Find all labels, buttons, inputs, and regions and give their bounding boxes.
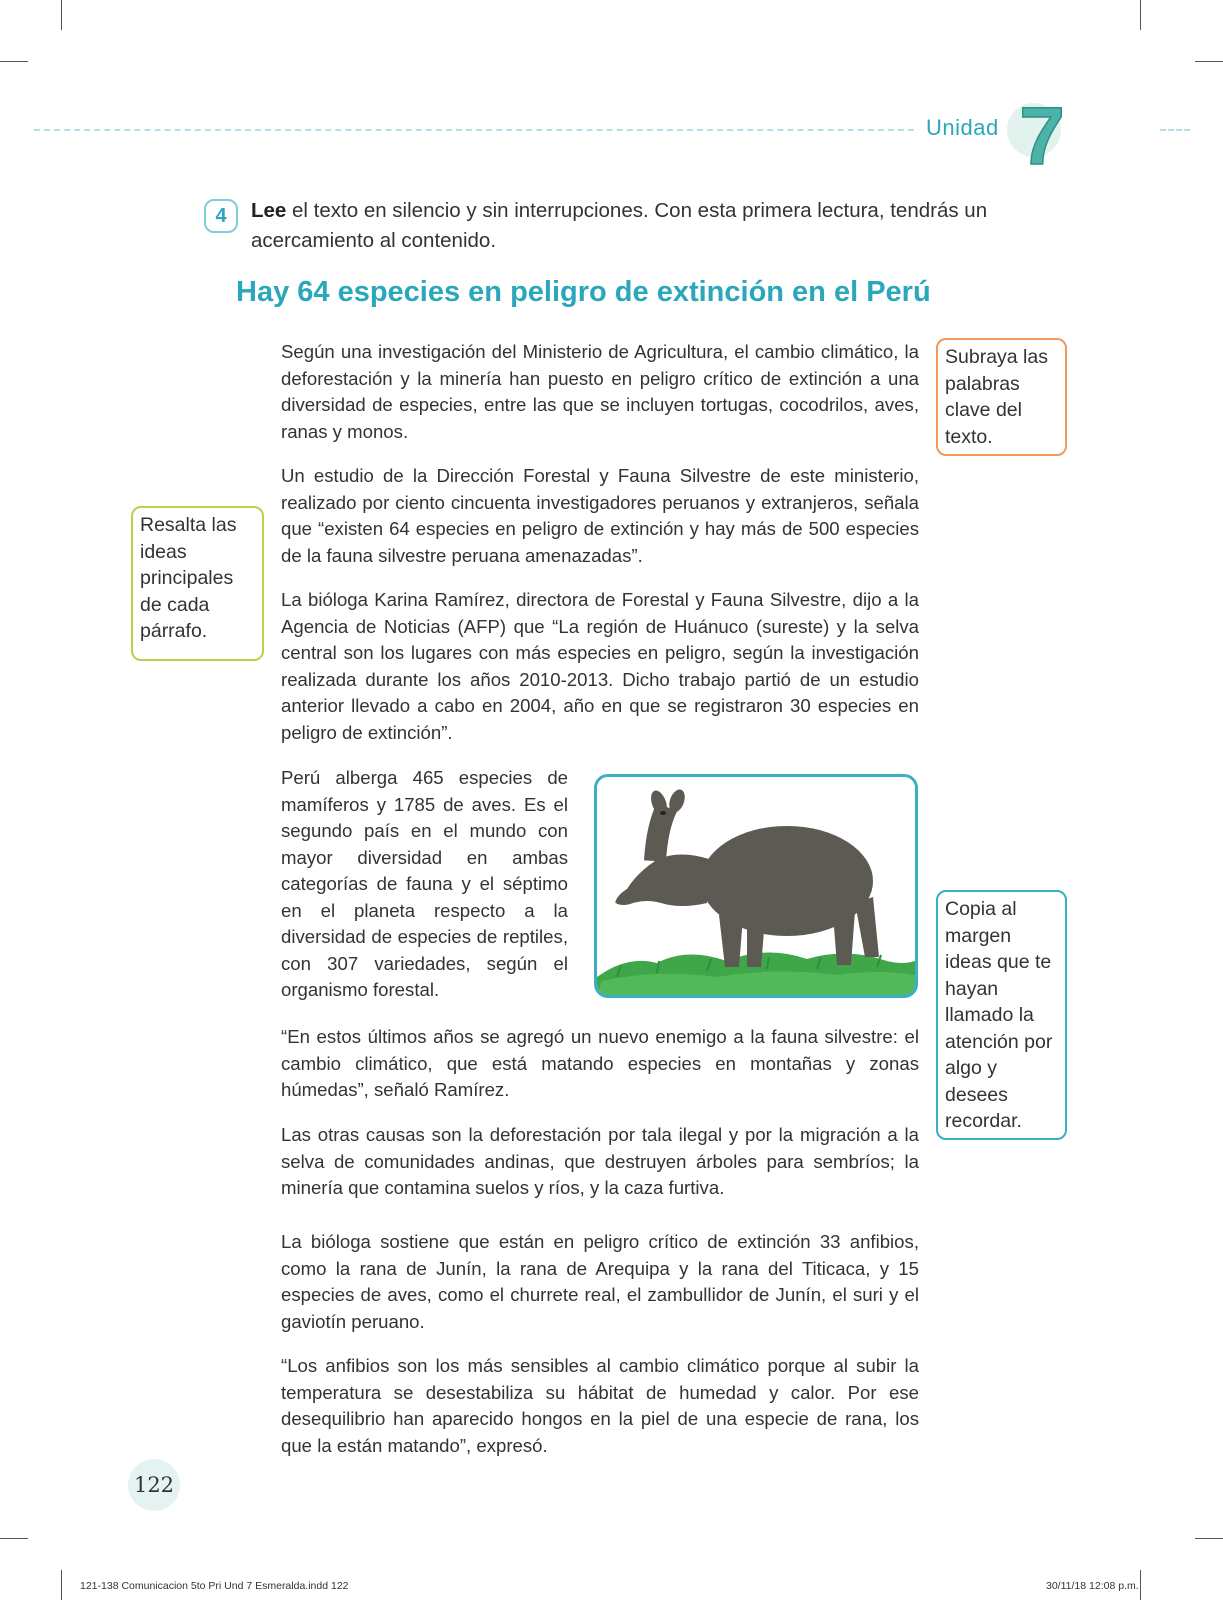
paragraph-5: “En estos últimos años se agregó un nuevo enemigo a la fauna silvestre: el cambio climático, que está matando especies en montañas y zonas húmedas”, señaló Ramírez. — [281, 1026, 919, 1100]
paragraph-4: Perú alberga 465 especies de mamíferos y 1785 de aves. Es el segundo país en el mundo con mayor diversidad en ambas categorías de fauna y el séptimo en el planeta respecto a la diversidad de especies de reptiles, con 307 variedades, según el organismo forestal. — [281, 767, 568, 1000]
crop-mark — [61, 0, 62, 30]
paragraph-2: Un estudio de la Dirección Forestal y Fauna Silvestre de este ministerio, realizado por ciento cincuenta investigadores peruanos y extranjeros, señala que “existen 64 especies en peligro de extinción y hay más de 500 especies de la fauna silvestre peruana amenazadas”. — [281, 465, 919, 566]
date-slug: 30/11/18 12:08 p.m. — [1046, 1580, 1139, 1592]
paragraph-3: La bióloga Karina Ramírez, directora de Forestal y Fauna Silvestre, dijo a la Agencia de Noticias (AFP) que “La región de Huánuco (sureste) y la selva central son los lugares con más especies en peligro, según la investigación realizada durante los años 2010-2013. Dicho trabajo partió de un estudio anterior llevado a cabo en 2004, año en que se registraron 30 especies en peligro de extinción”. — [281, 589, 919, 743]
margin-note-underline: Subraya las palabras clave del texto. — [936, 338, 1067, 456]
crop-mark — [1195, 61, 1223, 62]
page-number: 122 — [128, 1459, 180, 1511]
unit-number: 7 — [1019, 91, 1065, 176]
crop-mark — [1140, 0, 1141, 30]
header-dashed-rule-right — [1160, 129, 1190, 131]
paragraph-8: “Los anfibios son los más sensibles al cambio climático porque al subir la temperatura se desestabiliza su hábitat de humedad y calor. Por ese desequilibrio han aparecido hongos en la piel de una especie de rana, los que la están matando”, expresó. — [281, 1355, 919, 1456]
crop-mark — [61, 1570, 62, 1600]
paragraph-6: Las otras causas son la deforestación por tala ilegal y por la migración a la selva de comunidades andinas, que destruyen árboles para sembríos; la minería que contamina suelos y ríos, y la caza furtiva. — [281, 1124, 919, 1198]
margin-note-highlight: Resalta las ideas principales de cada párrafo. — [131, 506, 264, 661]
task-lead: Lee — [251, 199, 287, 222]
tapir-illustration — [594, 774, 918, 998]
unit-number-badge — [1006, 86, 1070, 176]
crop-mark — [1195, 1538, 1223, 1539]
crop-mark — [0, 1538, 28, 1539]
margin-note-copy: Copia al margen ideas que te hayan llamado la atención por algo y desees recordar. — [936, 890, 1067, 1140]
crop-mark — [1140, 1570, 1141, 1600]
task-text — [251, 196, 1071, 256]
paragraph-1: Según una investigación del Ministerio de Agricultura, el cambio climático, la deforestación y la minería han puesto en peligro crítico de extinción a una diversidad de especies, entre las que se incluyen tortugas, cocodrilos, aves, ranas y monos. — [281, 341, 919, 442]
header-dashed-rule — [34, 129, 914, 131]
article-title: Hay 64 especies en peligro de extinción en el Perú — [236, 276, 931, 308]
file-slug: 121-138 Comunicacion 5to Pri Und 7 Esmeralda.indd 122 — [80, 1580, 349, 1592]
task-number-badge: 4 — [204, 199, 238, 233]
crop-mark — [0, 61, 28, 62]
tapir-drawing — [597, 777, 915, 995]
paragraph-7: La bióloga sostiene que están en peligro crítico de extinción 33 anfibios, como la rana de Junín, la rana de Arequipa y la rana del Titicaca, y 15 especies de aves, como el churrete real, el zambullidor de Junín, el suri y el gaviotín peruano. — [281, 1231, 919, 1332]
unit-label: Unidad — [926, 115, 999, 140]
task-body: el texto en silencio y sin interrupciones. Con esta primera lectura, tendrás un acercamiento al contenido. — [251, 199, 988, 252]
